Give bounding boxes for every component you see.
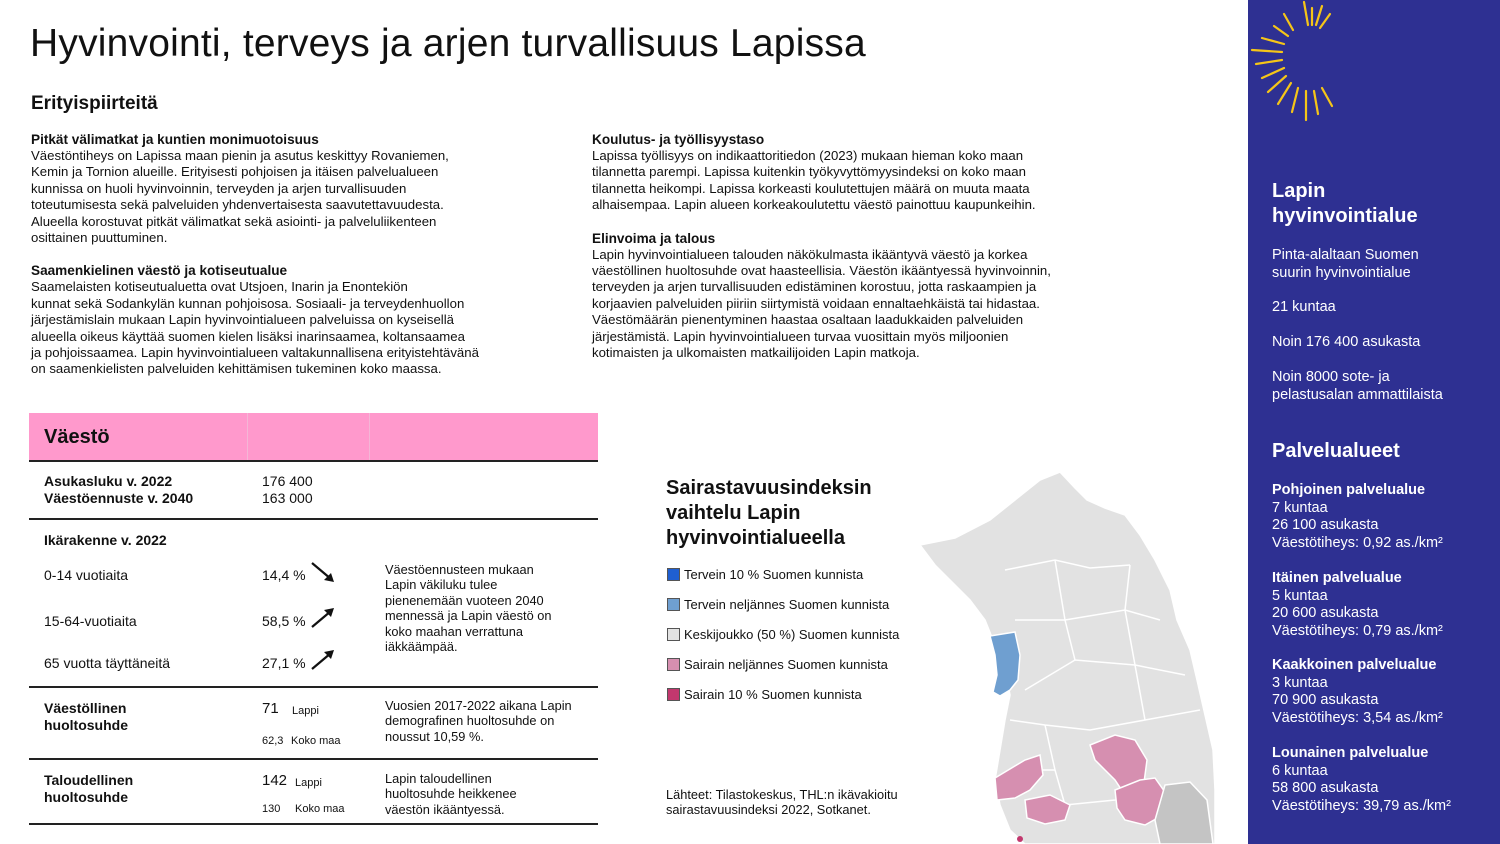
legend-swatch [667,598,680,611]
legend-item [667,597,889,613]
region-asukkaat: 58 800 asukasta [1272,780,1379,796]
text-column-left [31,132,571,395]
table-divider [29,460,598,462]
region-tiheys: Väestötiheys: 39,79 as./km² [1272,797,1451,814]
legend-item [667,567,863,583]
region-name: Pohjoinen palvelualue [1272,482,1426,498]
section-heading: Koulutus- ja työllisyystaso [592,132,765,147]
section-body: Väestöntiheys on Lapissa maan pienin ja asutus keskittyy Rovaniemen, Kemin ja Tornion alueille. Erityisesti pohjoisen ja itäisen palvelualueen kunnissa on huoli hyvinvoinnin, terveyden ja arjen turvallisuuden toteutumisesta sekä palveluiden yhdenvertaisesta saavutettavuudesta. Alueella korostuvat pitkät välimatkat sekä asiointi- ja palveluliikenteen osittainen puuttuminen. [31,148,449,246]
header-divider [247,413,248,460]
vaestollinen-lappi-value: 71 [262,700,279,717]
age-group-value: 58,5 % [262,613,306,629]
section-heading: Pitkät välimatkat ja kuntien monimuotoisuus [31,132,319,147]
vaestollinen-koko-label: Koko maa [291,735,341,747]
map-sources: Lähteet: Tilastokeskus, THL:n ikävakioitu sairastavuusindeksi 2022, Sotkanet. [666,787,898,818]
region-name: Lounainen palvelualue [1272,745,1429,761]
up-arrow-icon [309,648,337,672]
section-body: Saamelaisten kotiseutualuetta ovat Utsjoen, Inarin ja Enontekiön kunnat sekä Sodankylän kunnan pohjoisosa. Sosiaali- ja terveydenhuollon järjestämislain mukaan Lapin hyvinvointialueen palveluissa on kyseisellä alueella oikeus käyttää suomen kielen lisäksi inarinsaamea, koltansaamea ja pohjoissaamea. Lapin hyvinvointialueen valtakunnallisena erityistehtävänä on saamenkielisten palveluiden kehittämisen tukeminen koko maassa. [31,279,479,377]
panel-fact: Noin 8000 sote- ja pelastusalan ammattilaista [1272,369,1443,403]
service-region [1272,657,1443,727]
taloudellinen-koko-label: Koko maa [295,803,345,815]
legend-item [667,687,862,703]
region-asukkaat: 26 100 asukasta [1272,517,1379,533]
panel-title: Lapin hyvinvointialue [1272,180,1418,227]
sun-icon [1248,0,1500,160]
legend-item [667,657,888,673]
lapland-map [915,460,1215,844]
ennuste-label: Väestöennuste v. 2040 [44,490,194,506]
legend-label: Sairain neljännes Suomen kunnista [684,657,888,672]
region-tiheys: Väestötiheys: 0,79 as./km² [1272,622,1443,639]
region-kunnat: 7 kuntaa [1272,499,1328,516]
legend-label: Sairain 10 % Suomen kunnista [684,687,862,702]
region-asukkaat: 70 900 asukasta [1272,692,1379,708]
table-divider [29,758,598,760]
age-group-label: 65 vuotta täyttäneitä [44,655,171,671]
down-arrow-icon [309,560,337,584]
up-arrow-icon [309,606,337,630]
taloudellinen-koko-value: 130 [262,803,281,815]
region-name: Kaakkoinen palvelualue [1272,657,1437,673]
legend-swatch [667,628,680,641]
taloudellinen-label: Taloudellinen huoltosuhde [44,772,134,805]
legend-label: Tervein neljännes Suomen kunnista [684,597,890,612]
vaestollinen-label: Väestöllinen huoltosuhde [44,700,128,733]
region-name: Itäinen palvelualue [1272,570,1402,586]
text-column-right [592,132,1132,378]
population-header [29,413,598,460]
panel-fact: Noin 176 400 asukasta [1272,334,1421,350]
table-divider [29,823,598,825]
page-title: Hyvinvointi, terveys ja arjen turvallisuus Lapissa [30,22,866,65]
legend-label: Keskijoukko (50 %) Suomen kunnista [684,627,900,642]
region-tiheys: Väestötiheys: 3,54 as./km² [1272,709,1443,726]
region-kunnat: 5 kuntaa [1272,587,1328,604]
legend-item [667,627,899,643]
age-note: Väestöennusteen mukaan Lapin väkiluku tulee pienenemään vuoteen 2040 mennessä ja Lapin väestö on koko maahan verrattuna iäkkäämpää. [385,562,552,655]
panel-fact: 21 kuntaa [1272,299,1336,315]
ennuste-value: 163 000 [262,490,313,506]
region-kunnat: 6 kuntaa [1272,762,1328,779]
service-region [1272,482,1443,552]
asukasluku-value: 176 400 [262,473,313,489]
table-divider [29,686,598,688]
region-asukkaat: 20 600 asukasta [1272,605,1379,621]
taloudellinen-note: Lapin taloudellinen huoltosuhde heikkenee väestön ikääntyessä. [385,771,517,817]
legend-swatch [667,688,680,701]
vaestollinen-note: Vuosien 2017-2022 aikana Lapin demografinen huoltosuhde on noussut 10,59 %. [385,698,572,744]
legend-label: Tervein 10 % Suomen kunnista [684,567,864,582]
vaestollinen-koko-value: 62,3 [262,735,284,747]
population-header-label: Väestö [44,426,110,448]
region-tiheys: Väestötiheys: 0,92 as./km² [1272,534,1443,551]
section-heading: Elinvoima ja talous [592,230,716,246]
region-kunnat: 3 kuntaa [1272,674,1328,691]
age-group-value: 27,1 % [262,655,306,671]
services-title: Palvelualueet [1272,440,1400,462]
section-body: Lapissa työllisyys on indikaattoritiedon (2023) mukaan hieman koko maan tilannetta parempi. Lapissa kuitenkin työkyvyttömyysindeksi on koko maan tilannetta heikompi. Lapissa korkeasti koulutettujen määrä on muuta maata alhaisempaa. Lapin alueen korkeakoulutettu väestö painottuu kaupunkeihin. [592,148,1036,213]
asukasluku-label: Asukasluku v. 2022 [44,473,173,489]
vaestollinen-lappi-label: Lappi [292,705,319,717]
header-divider [369,413,370,460]
legend-swatch [667,658,680,671]
map-region [1017,836,1023,842]
section-subtitle: Erityispiirteitä [31,93,158,114]
age-group-value: 14,4 % [262,567,306,583]
panel-fact: Pinta-alaltaan Suomen suurin hyvinvointialue [1272,247,1419,281]
taloudellinen-lappi-value: 142 [262,772,288,789]
taloudellinen-lappi-label: Lappi [295,777,322,789]
age-group-label: 0-14 vuotiaita [44,567,129,583]
info-panel [1248,0,1500,844]
section-heading: Saamenkielinen väestö ja kotiseutualue [31,263,288,279]
table-divider [29,518,598,520]
legend-swatch [667,568,680,581]
service-region [1272,745,1451,815]
service-region [1272,570,1443,640]
ikarakenne-label: Ikärakenne v. 2022 [44,532,167,548]
age-group-label: 15-64-vuotiaita [44,613,137,629]
map-title: Sairastavuusindeksin vaihtelu Lapin hyvinvointialueella [666,477,872,549]
section-body: Lapin hyvinvointialueen talouden näkökulmasta ikääntyvä väestö ja korkea väestöllinen huoltosuhde ovat haasteellisia. Väestön ikääntyessä hyvinvoinnin, terveyden ja arjen turvallisuuden edistäminen korostuu, jotta raskaampien ja korjaavien palveluiden piiriin siirtymistä voidaan ennaltaehkäistä tai hidastaa. Väestömäärän pienentyminen haastaa osaltaan laadukkaiden palveluiden järjestämistä. Lapin hyvinvointialueen turvaa vuosittain myös miljoonien kotimaisten ja ulkomaisten matkailijoiden Lapin matkoja. [592,246,1051,361]
